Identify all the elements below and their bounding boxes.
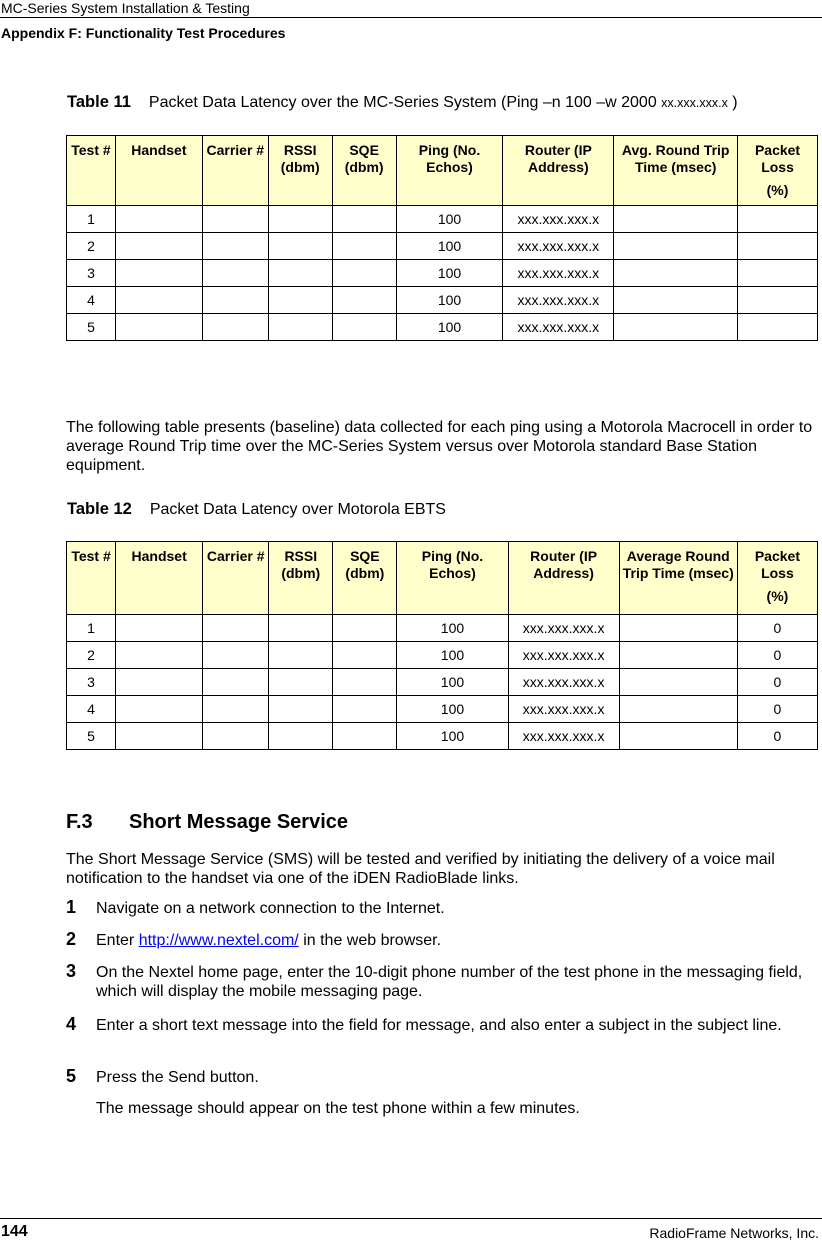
table-row: [67, 233, 818, 260]
step-number: 5: [66, 1066, 77, 1086]
section-heading: [66, 811, 348, 834]
table-cell: [268, 287, 332, 314]
result-text: The message should appear on the test phone within a few minutes.: [96, 1100, 580, 1117]
col-carrier: Carrier #: [202, 136, 268, 206]
section-intro: The Short Message Service (SMS) will be tested and verified by initiating the delivery of a voice mail notification to the handset via one of the iDEN RadioBlade links.: [66, 851, 775, 887]
table-cell: 4: [67, 696, 116, 723]
table-cell: 100: [396, 206, 503, 233]
table-cell: [202, 260, 268, 287]
table-cell: 3: [67, 669, 116, 696]
table12-caption-text: Packet Data Latency over Motorola EBTS: [149, 501, 446, 518]
table-cell: [203, 669, 269, 696]
table-cell: [738, 287, 818, 314]
table-cell: [116, 696, 203, 723]
table11-body: [67, 206, 818, 341]
step-text-pre: Enter: [96, 932, 139, 949]
table11-caption-ip: xx.xxx.xxx.x: [661, 96, 728, 110]
table-cell: 0: [737, 642, 817, 669]
table-cell: [619, 669, 737, 696]
table12-body: [67, 615, 818, 750]
table-cell: [614, 206, 738, 233]
table-cell: [268, 206, 332, 233]
col-sqe: SQE (dbm): [332, 136, 396, 206]
table12-caption: [67, 500, 446, 519]
table-row: [67, 260, 818, 287]
col-router: Router (IP Address): [508, 542, 619, 615]
table-cell: [332, 233, 396, 260]
table-cell: [333, 669, 397, 696]
step-text: [96, 931, 820, 950]
table-cell: [332, 260, 396, 287]
col-carrier: Carrier #: [203, 542, 269, 615]
table-cell: 100: [396, 314, 503, 341]
table-cell: [333, 615, 397, 642]
table12-label: Table 12: [67, 500, 132, 518]
table-cell: [203, 642, 269, 669]
table-cell: [333, 696, 397, 723]
table-cell: [738, 314, 818, 341]
running-header-section: Appendix F: Functionality Test Procedures: [1, 25, 286, 41]
table-cell: [202, 314, 268, 341]
table-cell: [614, 314, 738, 341]
table-cell: xxx.xxx.xxx.x: [508, 723, 619, 750]
table-row: [67, 615, 818, 642]
table-cell: [269, 642, 333, 669]
col-router: Router (IP Address): [503, 136, 614, 206]
table-cell: [116, 669, 203, 696]
table-cell: [738, 233, 818, 260]
table-cell: [115, 206, 202, 233]
table-cell: [333, 723, 397, 750]
table-cell: [332, 287, 396, 314]
intro-paragraph: The following table presents (baseline) data collected for each ping using a Motorola Macrocell in order to average Round Trip time over the MC-Series System versus over Motorola standard Base Station equipment.: [66, 419, 813, 474]
table-cell: 100: [397, 642, 508, 669]
table-cell: [116, 642, 203, 669]
table-cell: [203, 615, 269, 642]
col-packet-loss-pct: (%): [766, 182, 789, 198]
step-number: 4: [66, 1014, 77, 1034]
table-cell: [614, 287, 738, 314]
col-rssi: RSSI (dbm): [269, 542, 333, 615]
table12: [66, 541, 818, 750]
table-cell: xxx.xxx.xxx.x: [508, 615, 619, 642]
table-cell: [333, 642, 397, 669]
table-cell: 100: [396, 233, 503, 260]
step-number: 3: [66, 961, 77, 981]
table-cell: [268, 233, 332, 260]
table-cell: 100: [396, 260, 503, 287]
table11: [66, 135, 818, 341]
table-cell: [619, 723, 737, 750]
table-cell: 5: [67, 314, 116, 341]
table-cell: [619, 696, 737, 723]
table-cell: xxx.xxx.xxx.x: [508, 696, 619, 723]
table-cell: [619, 615, 737, 642]
table-cell: [202, 206, 268, 233]
table-cell: [614, 260, 738, 287]
table-cell: 1: [67, 206, 116, 233]
table-cell: xxx.xxx.xxx.x: [508, 642, 619, 669]
table-row: [67, 642, 818, 669]
table-cell: [269, 696, 333, 723]
table-cell: 100: [397, 669, 508, 696]
step-text: On the Nextel home page, enter the 10-digit phone number of the test phone in the messaging field, which will display the mobile messaging page.: [96, 964, 803, 1000]
step-number: 1: [66, 897, 77, 917]
col-rtt: Avg. Round Trip Time (msec): [614, 136, 738, 206]
table-cell: [203, 723, 269, 750]
table11-label: Table 11: [67, 93, 131, 111]
table-cell: [116, 615, 203, 642]
table-cell: xxx.xxx.xxx.x: [503, 314, 614, 341]
step-number: 2: [66, 929, 77, 949]
table-cell: [614, 233, 738, 260]
table-cell: [115, 233, 202, 260]
step-text: Press the Send button.: [96, 1069, 259, 1086]
page-number: 144: [1, 1223, 28, 1240]
step-text-post: in the web browser.: [298, 932, 442, 949]
col-packet-loss-pct: (%): [766, 588, 789, 604]
footer-divider: [0, 1218, 822, 1219]
table-cell: 100: [396, 287, 503, 314]
table-cell: 0: [737, 669, 817, 696]
table-cell: xxx.xxx.xxx.x: [503, 206, 614, 233]
table-cell: [332, 314, 396, 341]
table-cell: 3: [67, 260, 116, 287]
table-cell: 100: [397, 696, 508, 723]
table-cell: xxx.xxx.xxx.x: [503, 287, 614, 314]
table-cell: [115, 287, 202, 314]
table-cell: [738, 260, 818, 287]
table11-caption-text: Packet Data Latency over the MC-Series System (Ping –n 100 –w 2000: [148, 94, 662, 111]
table-cell: [332, 206, 396, 233]
running-header-title: MC-Series System Installation & Testing: [1, 0, 250, 16]
table-cell: [202, 233, 268, 260]
table11-caption: [67, 93, 738, 112]
col-ping: Ping (No. Echos): [397, 542, 508, 615]
table-cell: [268, 260, 332, 287]
table-row: [67, 314, 818, 341]
col-handset: Handset: [115, 136, 202, 206]
step-text: Enter a short text message into the field for message, and also enter a subject in the subject line.: [96, 1017, 782, 1034]
table-cell: 0: [737, 723, 817, 750]
table-row: [67, 669, 818, 696]
nextel-link[interactable]: http://www.nextel.com/: [138, 932, 299, 949]
table-cell: 100: [397, 615, 508, 642]
col-handset: Handset: [116, 542, 203, 615]
table-cell: 100: [397, 723, 508, 750]
table-cell: xxx.xxx.xxx.x: [508, 669, 619, 696]
col-rtt: Average Round Trip Time (msec): [619, 542, 737, 615]
table-cell: [269, 615, 333, 642]
col-packet-loss-label: Packet Loss: [754, 548, 800, 581]
table-cell: 0: [737, 615, 817, 642]
col-test: Test #: [67, 136, 116, 206]
section-number: F.3: [66, 811, 93, 833]
table-cell: [269, 723, 333, 750]
table-row: [67, 723, 818, 750]
col-rssi: RSSI (dbm): [268, 136, 332, 206]
table-row: [67, 696, 818, 723]
table-cell: xxx.xxx.xxx.x: [503, 233, 614, 260]
table-cell: 4: [67, 287, 116, 314]
header-divider: [0, 17, 822, 18]
col-packet-loss: [737, 542, 817, 615]
table-row: [67, 287, 818, 314]
col-test: Test #: [67, 542, 116, 615]
col-packet-loss: [738, 136, 818, 206]
table-cell: 1: [67, 615, 116, 642]
table-row: [67, 206, 818, 233]
table11-caption-end: ): [727, 94, 738, 111]
table-cell: [269, 669, 333, 696]
table-cell: 2: [67, 642, 116, 669]
table-cell: xxx.xxx.xxx.x: [503, 260, 614, 287]
table-cell: [268, 314, 332, 341]
table-cell: 0: [737, 696, 817, 723]
table-cell: [116, 723, 203, 750]
table-cell: 2: [67, 233, 116, 260]
table-cell: [202, 287, 268, 314]
table-cell: [203, 696, 269, 723]
table-cell: 5: [67, 723, 116, 750]
section-title: Short Message Service: [129, 811, 348, 833]
col-sqe: SQE (dbm): [333, 542, 397, 615]
col-packet-loss-label: Packet Loss: [754, 142, 801, 175]
col-ping: Ping (No. Echos): [396, 136, 503, 206]
table-cell: [619, 642, 737, 669]
table-cell: [115, 260, 202, 287]
table-cell: [738, 206, 818, 233]
company-name: RadioFrame Networks, Inc.: [649, 1225, 819, 1241]
step-text: Navigate on a network connection to the Internet.: [96, 900, 445, 917]
table-cell: [115, 314, 202, 341]
